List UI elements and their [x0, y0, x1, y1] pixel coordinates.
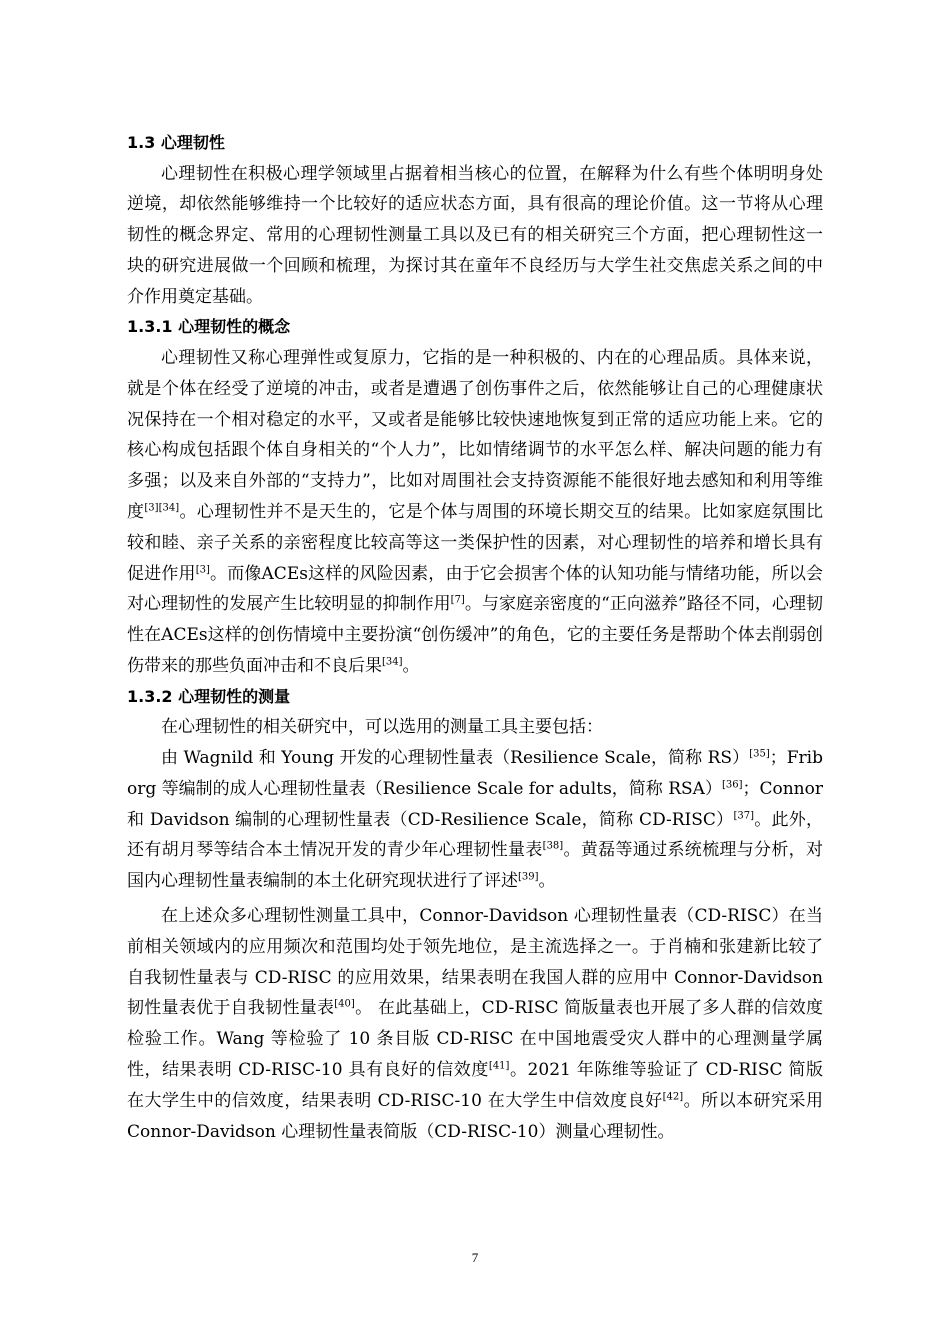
citation: [35] [749, 748, 770, 760]
cd-risc-text: 。 在此基础上，CD-RISC 简版量表也开展了多人群的信效度检验工作。Wang 等检验了 10 条目版 CD-RISC 在中国地震受灾人群中的心理测量学属性，结果表明 CD-RISC-10 具有良好的信效度 [127, 998, 824, 1081]
cd-risc-text: 。2021 年陈维等验证了 CD-RISC 简版在大学生中的信效度，结果表明 CD-RISC-10 在大学生中信效度良好 [127, 1060, 823, 1111]
citation: [38] [542, 840, 564, 852]
document-page [127, 128, 823, 1147]
measurement-tools-paragraph [127, 743, 823, 897]
subsection-heading-concept: 1.3.1 心理韧性的概念 [127, 317, 291, 337]
concept-paragraph [127, 343, 823, 682]
citation: [3] [195, 563, 210, 575]
citation: [40] [334, 998, 355, 1010]
measurement-text: 。 [538, 871, 556, 892]
subsection-heading-measurement: 1.3.2 心理韧性的测量 [127, 686, 291, 706]
citation: [39] [518, 871, 539, 883]
concept-text: 。而像ACEs这样的风险因素，由于它会损害个体的认知功能与情绪功能，所以会对心理韧性的发展产生比较明显的抑制作用 [127, 563, 824, 615]
concept-text: 。与家庭亲密度的“正向滋养”路径不同，心理韧性在ACEs这样的创伤情境中主要扮演“创伤缓冲”的角色，它的主要任务是帮助个体去削弱创伤带来的那些负面冲击和不良后果 [127, 594, 823, 676]
measurement-intro-paragraph: 在心理韧性的相关研究中，可以选用的测量工具主要包括： [161, 717, 603, 738]
concept-text: 。 [402, 655, 420, 676]
measurement-text: ；Connor 和 Davidson 编制的心理韧性量表（CD-Resilience Scale，简称 CD-RISC） [127, 778, 823, 830]
measurement-text: 。此外，还有胡月琴等结合本土情况开发的青少年心理韧性量表 [127, 809, 824, 861]
section-intro-paragraph: 心理韧性在积极心理学领域里占据着相当核心的位置，在解释为什么有些个体明明身处逆境，却依然能够维持一个比较好的适应状态方面，具有很高的理论价值。这一节将从心理韧性的概念界定、常用的心理韧性测量工具以及已有的相关研究三个方面，把心理韧性这一块的研究进展做一个回顾和梳理，为探讨其在童年不良经历与大学生社交焦虑关系之间的中介作用奠定基础。 [127, 163, 823, 307]
concept-text: 心理韧性又称心理弹性或复原力，它指的是一种积极的、内在的心理品质。具体来说，就是个体在经受了逆境的冲击，或者是遭遇了创伤事件之后，依然能够让自己的心理健康状况保持在一个相对稳定的水平，又或者是能够比较快速地恢复到正常的适应功能上来。它的核心构成包括跟个体自身相关的“个人力”，比如情绪调节的水平怎么样、解决问题的能力有多强；以及来自外部的“支持力”，比如对周围社会支持资源能不能很好地去感知和利用等维度 [127, 347, 823, 522]
cd-risc-text: 在上述众多心理韧性测量工具中，Connor-Davidson 心理韧性量表（CD-RISC）在当前相关领域内的应用频次和范围均处于领先地位，是主流选择之一。于肖楠和张建新比较了自我韧性量表与 CD-RISC 的应用效果，结果表明在我国人群的应用中 Connor-Davidson 韧性量表优于自我韧性量表 [127, 906, 823, 1019]
page-number: 7 [471, 1250, 479, 1265]
citation: [34] [382, 656, 403, 668]
citation: [7] [450, 594, 465, 606]
concept-text: 。心理韧性并不是天生的，它是个体与周围的环境长期交互的结果。比如家庭氛围比较和睦、亲子关系的亲密程度比较高等这一类保护性的因素，对心理韧性的培养和增长具有促进作用 [127, 501, 824, 584]
cd-risc-text: 。所以本研究采用 Connor-Davidson 心理韧性量表简版（CD-RISC-10）测量心理韧性。 [127, 1090, 823, 1142]
measurement-text: 由 Wagnild 和 Young 开发的心理韧性量表（Resilience Scale，简称 RS） [161, 748, 750, 769]
cd-risc-paragraph [127, 901, 823, 1147]
citation: [42] [662, 1091, 684, 1103]
section-heading: 1.3 心理韧性 [127, 133, 225, 152]
citation: [37] [733, 809, 754, 821]
citation: [36] [721, 779, 743, 791]
citation: [3][34] [144, 502, 180, 514]
citation: [41] [488, 1060, 510, 1072]
measurement-text: 。黄磊等通过系统梳理与分析，对国内心理韧性量表编制的本土化研究现状进行了评述 [127, 840, 823, 892]
measurement-text: ；Friborg 等编制的成人心理韧性量表（Resilience Scale for adults，简称 RSA） [127, 748, 823, 799]
